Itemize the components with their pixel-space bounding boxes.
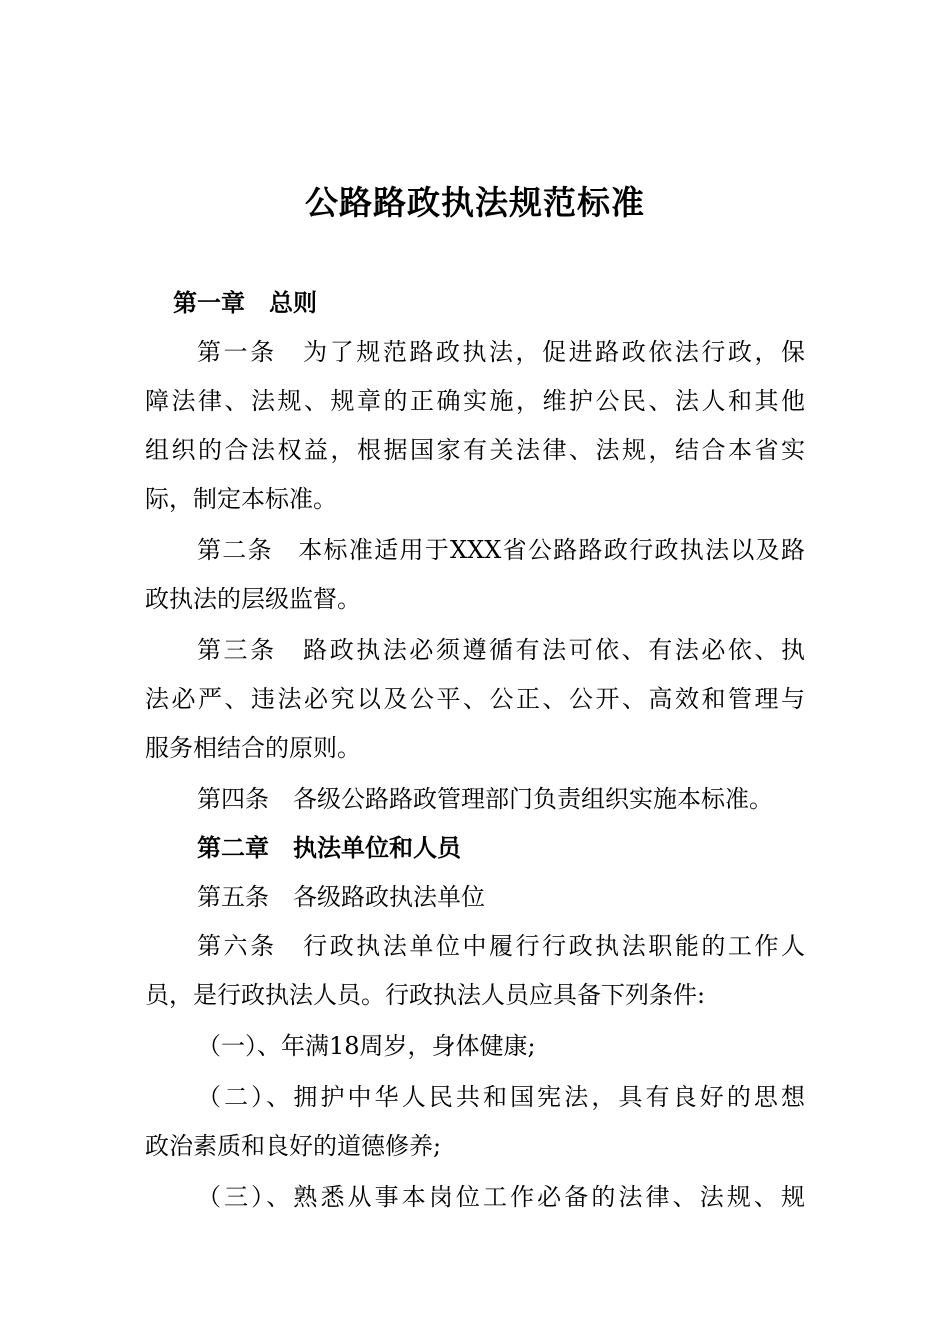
list-item-line: （一）、年满18周岁，身体健康;	[197, 1032, 536, 1060]
article-line: 第四条 各级公路路政管理部门负责组织实施本标准。	[197, 785, 773, 813]
list-item-line: （二）、拥护中华人民共和国宪法，具有良好的思想	[197, 1083, 805, 1111]
article-line: 第二条 本标准适用于XXX省公路路政行政执法以及路	[197, 536, 805, 564]
chapter-heading: 第一章 总则	[173, 289, 317, 317]
article-line: 第五条 各级路政执法单位	[197, 883, 485, 911]
article-line: 障法律、法规、规章的正确实施，维护公民、法人和其他	[145, 387, 805, 415]
article-line: 员，是行政执法人员。行政执法人员应具备下列条件:	[145, 981, 706, 1009]
article-line: 第六条 行政执法单位中履行行政执法职能的工作人	[197, 932, 805, 960]
article-line: 组织的合法权益，根据国家有关法律、法规，结合本省实	[145, 436, 805, 464]
list-item-line: （三）、熟悉从事本岗位工作必备的法律、法规、规	[197, 1183, 805, 1211]
article-line: 际，制定本标准。	[145, 485, 337, 513]
article-line: 法必严、违法必究以及公平、公正、公开、高效和管理与	[145, 685, 805, 713]
chapter-heading: 第二章 执法单位和人员	[197, 834, 461, 862]
article-line: 政执法的层级监督。	[145, 585, 361, 613]
article-line: 第一条 为了规范路政执法，促进路政依法行政，保	[197, 338, 805, 366]
list-item-line: 政治素质和良好的道德修养;	[145, 1132, 442, 1160]
article-line: 第三条 路政执法必须遵循有法可依、有法必依、执	[197, 636, 805, 664]
article-line: 服务相结合的原则。	[145, 734, 361, 762]
document-title: 公路路政执法规范标准	[305, 183, 645, 222]
